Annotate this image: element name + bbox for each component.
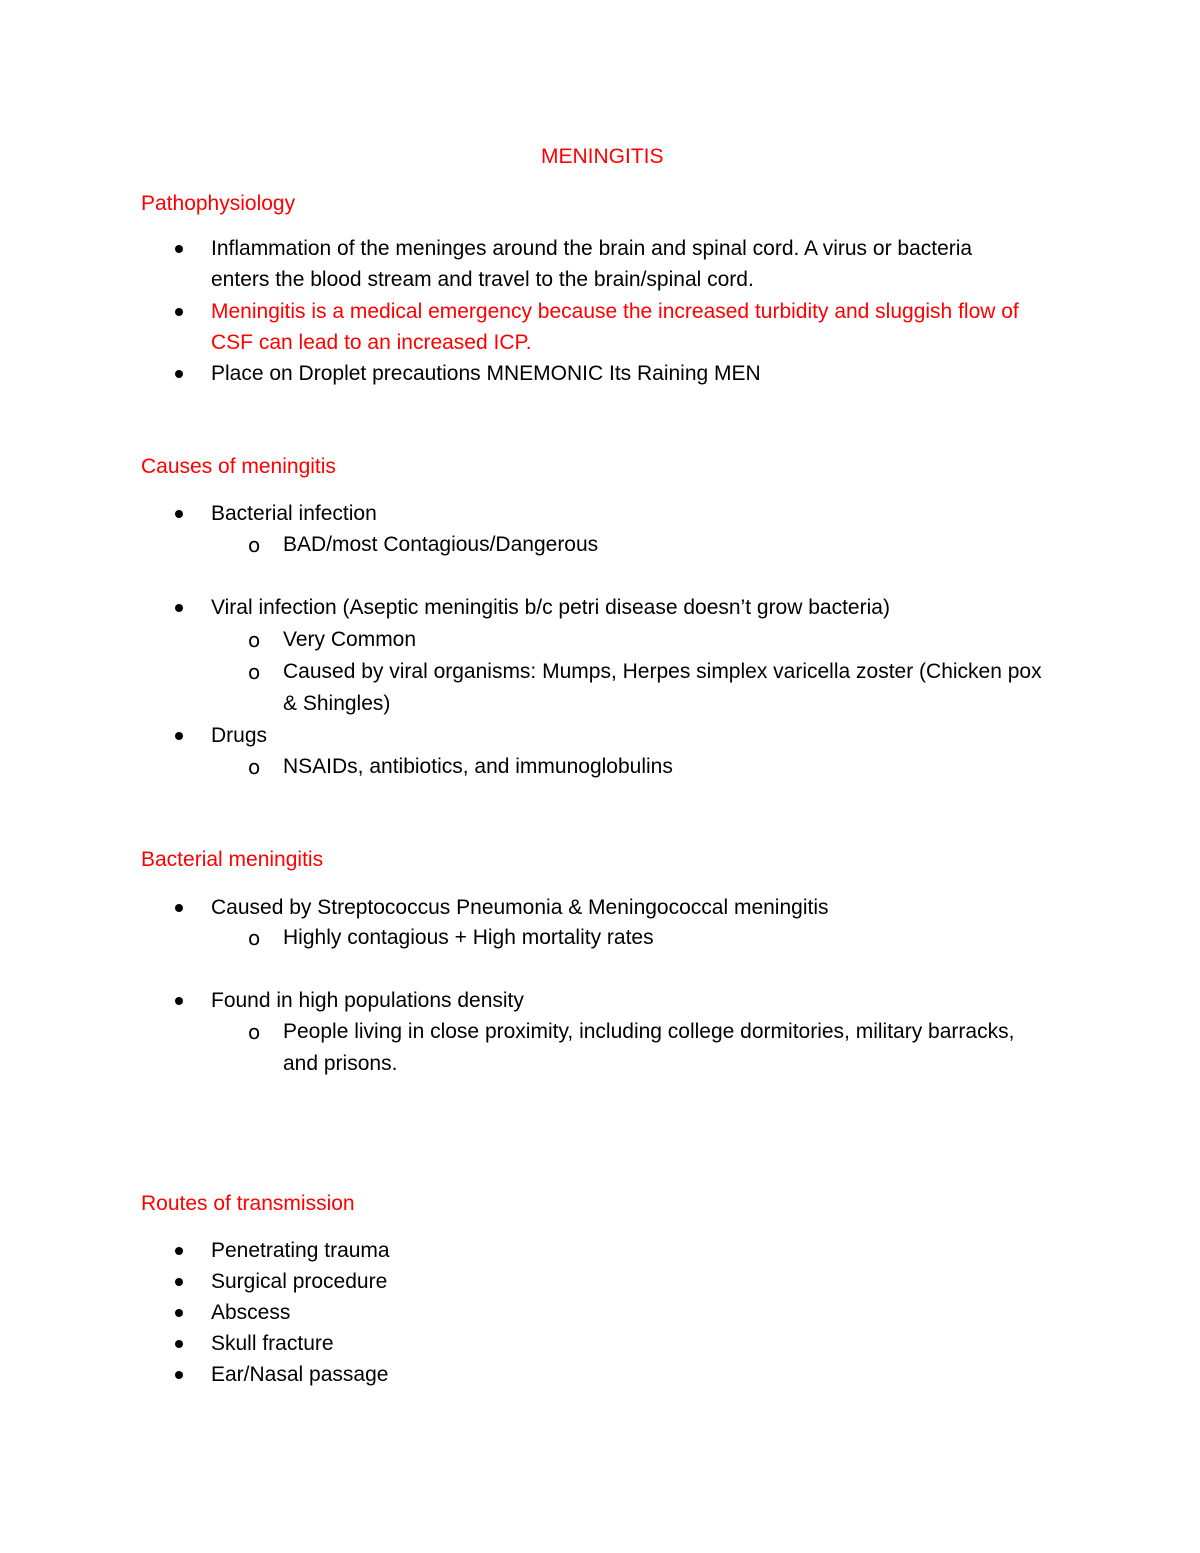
sub-list-item-text: Caused by viral organisms: Mumps, Herpes simplex varicella zoster (Chicken pox [283, 660, 1042, 683]
list-item-text: Bacterial infection [211, 502, 377, 525]
list-item-text: Skull fracture [211, 1332, 334, 1355]
bullet [175, 1309, 183, 1317]
sub-bullet: o [248, 926, 261, 950]
sub-bullet: o [248, 755, 261, 779]
list-item-text: Found in high populations density [211, 989, 524, 1012]
sub-list-item-text: & Shingles) [283, 692, 391, 715]
sub-bullet: o [248, 660, 261, 684]
section-heading-bacterial-meningitis: Bacterial meningitis [141, 848, 324, 871]
list-item-text: Caused by Streptococcus Pneumonia & Meningococcal meningitis [211, 896, 829, 919]
bullet [175, 510, 183, 518]
section-heading-causes: Causes of meningitis [141, 455, 336, 478]
list-item-text: Inflammation of the meninges around the brain and spinal cord. A virus or bacteria [211, 237, 973, 260]
section-heading-pathophysiology: Pathophysiology [141, 192, 296, 215]
sub-list-item-text: NSAIDs, antibiotics, and immunoglobulins [283, 755, 673, 778]
bullet [175, 245, 183, 253]
list-item-text: CSF can lead to an increased ICP. [211, 331, 532, 354]
sub-list-item-text: People living in close proximity, including college dormitories, military barracks, [283, 1020, 1015, 1043]
sub-bullet: o [248, 533, 261, 557]
list-item-text: Abscess [211, 1301, 291, 1324]
bullet [175, 997, 183, 1005]
sub-list-item-text: BAD/most Contagious/Dangerous [283, 533, 599, 556]
list-item-text: Viral infection (Aseptic meningitis b/c petri disease doesn’t grow bacteria) [211, 596, 890, 619]
bullet [175, 1278, 183, 1286]
list-item-text: Ear/Nasal passage [211, 1363, 389, 1386]
list-item-text: Surgical procedure [211, 1270, 388, 1293]
sub-list-item-text: and prisons. [283, 1052, 398, 1075]
document-title: MENINGITIS [541, 145, 664, 168]
list-item-text: Meningitis is a medical emergency because the increased turbidity and sluggish flow of [211, 300, 1019, 323]
bullet [175, 1371, 183, 1379]
bullet [175, 1340, 183, 1348]
bullet [175, 1247, 183, 1255]
list-item-text: Drugs [211, 724, 268, 747]
bullet [175, 904, 183, 912]
bullet [175, 732, 183, 740]
section-heading-routes: Routes of transmission [141, 1192, 355, 1215]
bullet [175, 370, 183, 378]
sub-list-item-text: Very Common [283, 628, 417, 651]
sub-bullet: o [248, 1020, 261, 1044]
list-item-text: enters the blood stream and travel to the brain/spinal cord. [211, 268, 754, 291]
sub-bullet: o [248, 628, 261, 652]
list-item-text: Penetrating trauma [211, 1239, 390, 1262]
list-item-text: Place on Droplet precautions MNEMONIC Its Raining MEN [211, 362, 761, 385]
sub-list-item-text: Highly contagious + High mortality rates [283, 926, 654, 949]
bullet [175, 308, 183, 316]
bullet [175, 604, 183, 612]
